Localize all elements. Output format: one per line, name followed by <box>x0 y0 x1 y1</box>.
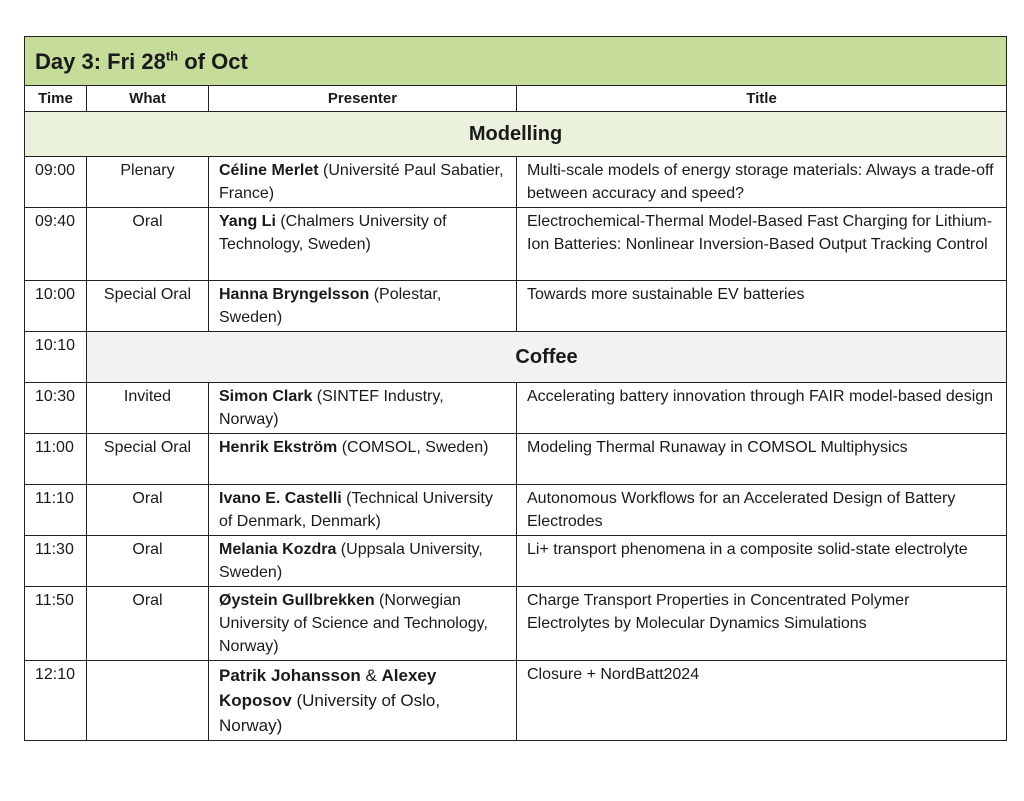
presenter-name: Simon Clark <box>219 388 313 405</box>
header-title: Title <box>517 86 1007 112</box>
header-time: Time <box>25 86 87 112</box>
row-presenter <box>209 485 517 536</box>
schedule-table <box>24 36 1007 741</box>
table-row <box>25 587 1007 661</box>
presenter-affiliation: (University of Oslo, Norway) <box>219 691 441 735</box>
row-time: 11:30 <box>25 536 87 587</box>
header-presenter: Presenter <box>209 86 517 112</box>
row-title: Li+ transport phenomena in a composite solid-state electrolyte <box>517 536 1007 587</box>
table-row <box>25 434 1007 485</box>
table-row <box>25 383 1007 434</box>
presenter-affiliation: (COMSOL, Sweden) <box>337 439 489 456</box>
header-what: What <box>87 86 209 112</box>
presenter-name: Øystein Gullbrekken <box>219 592 375 609</box>
presenter-affiliation: (Uppsala University, Sweden) <box>219 541 483 581</box>
row-type: Oral <box>87 587 209 661</box>
table-row <box>25 536 1007 587</box>
row-title: Closure + NordBatt2024 <box>517 661 1007 741</box>
presenter-separator: & <box>360 666 382 685</box>
presenter-name: Céline Merlet <box>219 162 319 179</box>
row-title: Autonomous Workflows for an Accelerated Design of Battery Electrodes <box>517 485 1007 536</box>
presenter-name: Patrik Johansson <box>219 666 361 685</box>
row-presenter <box>209 434 517 485</box>
row-presenter <box>209 208 517 281</box>
row-title: Modeling Thermal Runaway in COMSOL Multiphysics <box>517 434 1007 485</box>
row-time: 11:00 <box>25 434 87 485</box>
table-row <box>25 208 1007 281</box>
row-type: Special Oral <box>87 281 209 332</box>
table-row <box>25 281 1007 332</box>
row-title: Towards more sustainable EV batteries <box>517 281 1007 332</box>
table-row <box>25 485 1007 536</box>
presenter-name: Yang Li <box>219 213 276 230</box>
day-ordinal-suffix: th <box>165 48 179 64</box>
row-time: 10:00 <box>25 281 87 332</box>
presenter-affiliation: (SINTEF Industry, Norway) <box>219 388 444 428</box>
break-label: Coffee <box>87 332 1007 383</box>
row-presenter <box>209 661 517 741</box>
row-time: 11:10 <box>25 485 87 536</box>
presenter-name: Melania Kozdra <box>219 541 337 558</box>
day-title: Day 3: Fri 28th of Oct <box>25 37 1007 86</box>
row-type: Plenary <box>87 157 209 208</box>
row-type: Special Oral <box>87 434 209 485</box>
presenter-name: Alexey Koposov <box>219 666 437 710</box>
row-title: Electrochemical-Thermal Model-Based Fast Charging for Lithium-Ion Batteries: Nonlinear Inversion-Based Output Tracking Control <box>517 208 1007 281</box>
table-row <box>25 661 1007 741</box>
row-time: 12:10 <box>25 661 87 741</box>
row-type: Oral <box>87 208 209 281</box>
row-time: 09:00 <box>25 157 87 208</box>
presenter-affiliation: (Université Paul Sabatier, France) <box>219 162 504 202</box>
break-row <box>25 332 1007 383</box>
presenter-name: Henrik Ekström <box>219 439 338 456</box>
row-time: 11:50 <box>25 587 87 661</box>
row-presenter <box>209 383 517 434</box>
row-type: Oral <box>87 485 209 536</box>
presenter-name: Hanna Bryngelsson <box>219 286 370 303</box>
row-type <box>87 661 209 741</box>
presenter-affiliation: (Norwegian University of Science and Technology, Norway) <box>219 592 488 655</box>
row-time: 10:30 <box>25 383 87 434</box>
row-presenter <box>209 157 517 208</box>
presenter-name: Ivano E. Castelli <box>219 490 342 507</box>
row-presenter <box>209 281 517 332</box>
presenter-affiliation: (Chalmers University of Technology, Sweden) <box>219 213 447 253</box>
break-time: 10:10 <box>25 332 87 383</box>
section-title: Modelling <box>25 112 1007 157</box>
row-title: Charge Transport Properties in Concentrated Polymer Electrolytes by Molecular Dynamics Simulations <box>517 587 1007 661</box>
row-type: Oral <box>87 536 209 587</box>
row-title: Multi-scale models of energy storage materials: Always a trade-off between accuracy and speed? <box>517 157 1007 208</box>
column-header-row <box>25 86 1007 112</box>
row-presenter <box>209 587 517 661</box>
row-time: 09:40 <box>25 208 87 281</box>
row-type: Invited <box>87 383 209 434</box>
table-row <box>25 157 1007 208</box>
row-title: Accelerating battery innovation through FAIR model-based design <box>517 383 1007 434</box>
section-row <box>25 112 1007 157</box>
day-header-row <box>25 37 1007 86</box>
presenter-affiliation: (Polestar, Sweden) <box>219 286 442 326</box>
row-presenter <box>209 536 517 587</box>
presenter-affiliation: (Technical University of Denmark, Denmark) <box>219 490 493 530</box>
